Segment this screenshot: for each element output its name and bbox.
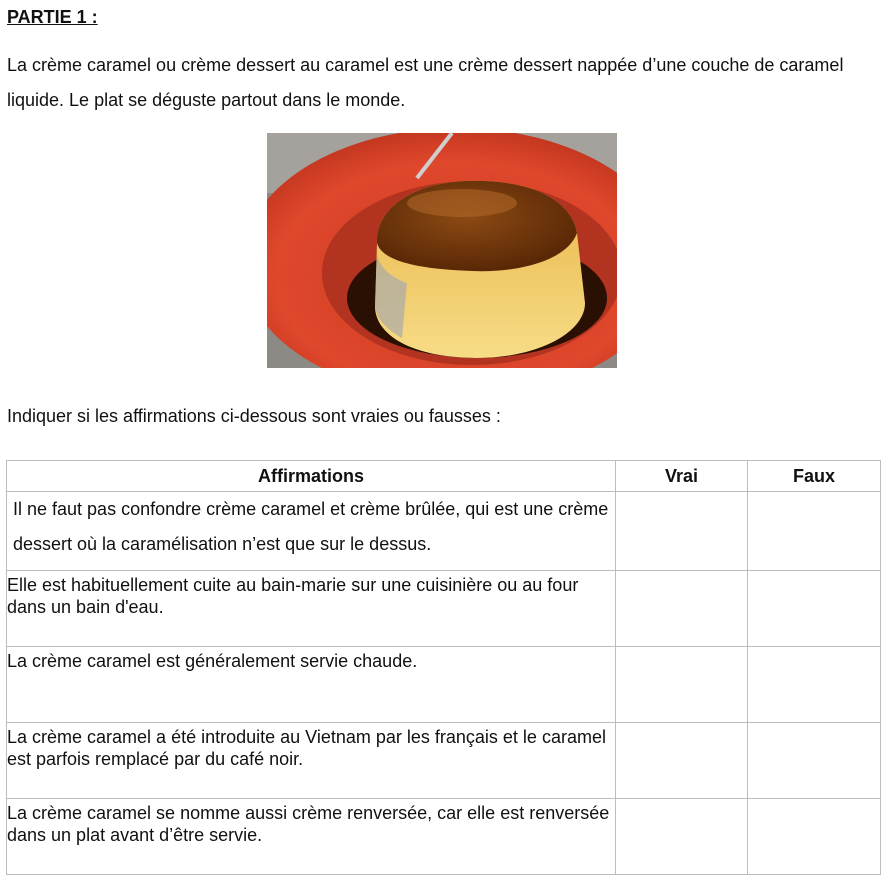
header-affirmations: Affirmations xyxy=(7,461,616,492)
table-row xyxy=(7,799,881,875)
intro-paragraph: La crème caramel ou crème dessert au caramel est une crème dessert nappée d’une couche de caramel liquide. Le plat se déguste partout dans le monde. xyxy=(7,55,844,110)
table-row xyxy=(7,571,881,647)
statement-cell xyxy=(7,723,616,799)
header-faux: Faux xyxy=(748,461,881,492)
true-false-table xyxy=(6,460,881,875)
faux-answer-cell[interactable] xyxy=(748,571,881,647)
statement-text: Il ne faut pas confondre crème caramel et crème brûlée, qui est une crème dessert où la caramélisation n’est que sur le dessus. xyxy=(13,499,609,554)
header-vrai: Vrai xyxy=(616,461,748,492)
table-row xyxy=(7,647,881,723)
vrai-answer-cell[interactable] xyxy=(616,571,748,647)
table-row xyxy=(7,723,881,799)
page-heading: PARTIE 1 : xyxy=(7,7,98,27)
vrai-answer-cell[interactable] xyxy=(616,647,748,723)
faux-answer-cell[interactable] xyxy=(748,723,881,799)
faux-answer-cell[interactable] xyxy=(748,799,881,875)
statement-cell xyxy=(7,492,616,571)
statement-text: La crème caramel se nomme aussi crème renversée, car elle est renversée dans un plat avant d’être servie. xyxy=(7,803,610,845)
table-header-row xyxy=(7,461,881,492)
statement-cell xyxy=(7,647,616,723)
instruction-text: Indiquer si les affirmations ci-dessous sont vraies ou fausses : xyxy=(7,406,501,426)
faux-answer-cell[interactable] xyxy=(748,492,881,571)
table-row xyxy=(7,492,881,571)
creme-caramel-photo xyxy=(267,133,617,368)
vrai-answer-cell[interactable] xyxy=(616,492,748,571)
statement-cell xyxy=(7,799,616,875)
statement-text: La crème caramel est généralement servie chaude. xyxy=(7,651,418,671)
statement-text: Elle est habituellement cuite au bain-marie sur une cuisinière ou au four dans un bain d'eau. xyxy=(7,575,579,617)
vrai-answer-cell[interactable] xyxy=(616,799,748,875)
vrai-answer-cell[interactable] xyxy=(616,723,748,799)
faux-answer-cell[interactable] xyxy=(748,647,881,723)
statement-text: La crème caramel a été introduite au Vietnam par les français et le caramel est parfois remplacé par du café noir. xyxy=(7,727,606,769)
statement-cell xyxy=(7,571,616,647)
